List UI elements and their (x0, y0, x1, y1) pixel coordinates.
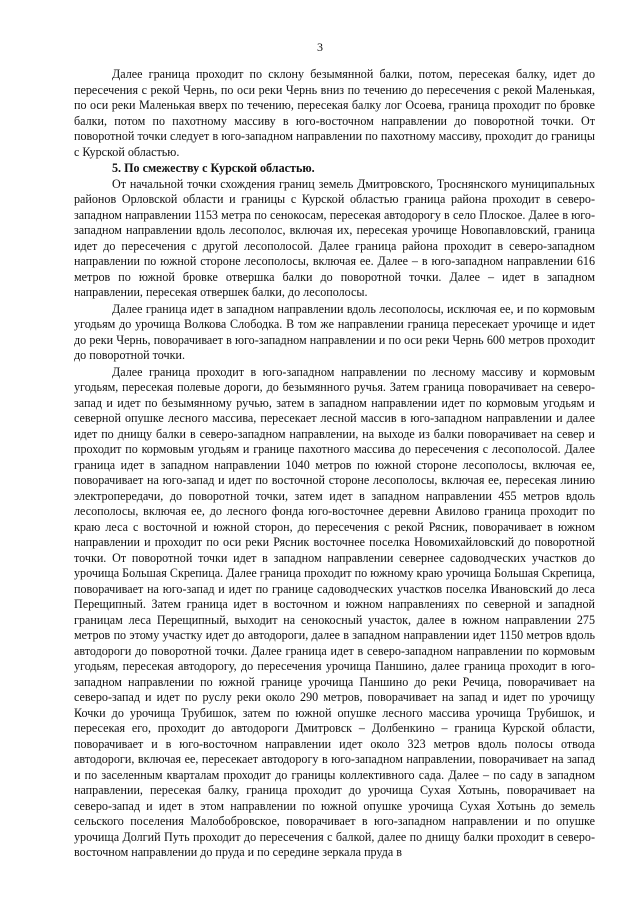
page-number: 3 (317, 40, 323, 54)
paragraph-1: Далее граница проходит по склону безымянной балки, потом, пересекая балку, идет до пересечения с рекой Чернь, по оси реки Чернь вниз по течению до пересечения с рекой Маленькая, по оси реки Маленькая вверх по течению, пересекая балку лог Осоева, граница проходит по бровке балки, потом по пахотному массиву в юго-восточном направлении до поворотной точки. От поворотной точки следует в юго-западном направлении по пахотному массиву, проходит до границы с Курской областью. (74, 67, 595, 159)
document-body (74, 67, 595, 862)
paragraph-3: Далее граница идет в западном направлении вдоль лесополосы, исключая ее, и по кормовым угодьям до урочища Волкова Слободка. В том же направлении граница пересекает урочище и идет до реки Чернь, поворачивает в юго-западном направлении и по оси реки Чернь 600 метров проходит до поворотной точки. (74, 301, 595, 362)
section-heading: 5. По смежеству с Курской областью. (112, 161, 315, 175)
paragraph-2: От начальной точки схождения границ земель Дмитровского, Троснянского муниципальных районов Орловской области и границы с Курской областью граница района проходит в северо-западном направлении 1153 метра по сенокосам, пересекая автодорогу в село Плоское. Далее в юго-западном направлении вдоль лесополос, включая их, пересекая урочище Новопавловский, граница идет до пересечения с другой лесополосой. Далее граница района проходит в северо-западном направлении по южной стороне лесополосы, включая ее. Далее – в юго-западном направлении 616 метров по южной бровке отвершка балки до поворотной точки. Далее – идет в западном направлении, пересекая отвершек балки, до лесополосы. (74, 176, 595, 299)
paragraph-4: Далее граница проходит в юго-западном направлении по лесному массиву и кормовым угодьям, пересекая полевые дороги, до безымянного ручья. Затем граница поворачивает на северо-запад и идет по безымянному ручью, затем в западном направлении идет по кормовым угодьям и северной опушке лесного массива, пересекает лесной массив в юго-западном направлении и далее идет по днищу балки в северо-западном направлении, на выходе из балки поворачивает на север и проходит по кормовым угодьям и границе пахотного массива до пересечения с лесополосой. Далее граница идет в западном направлении 1040 метров по южной стороне лесополосы, включая ее, поворачивает на юго-запад и идет по восточной стороне лесополосы, включая ее, пересекая линию электропередачи, до поворотной точки, затем идет в западном направлении 455 метров вдоль лесополосы, включая ее, до лесного фонда юго-восточнее деревни Авилово граница проходит по краю леса с восточной и южной сторон, до пересечения с рекой Рясник, поворачивает в южном направлении и проходит по оси реки Рясник восточнее поселка Новомихайловский до поворотной точки. От поворотной точки идет в западном направлении севернее садоводческих участков до урочища Большая Скрепица. Далее граница проходит по южному краю урочища Большая Скрепица, поворачивает на юго-запад и идет по границе садоводческих участков поселка Ивановский до леса Перещипный. Затем граница идет в восточном и южном направлениях по северной и западной границам леса Перещипный, выходит на сенокосный участок, далее в южном направлении 275 метров по этому участку идет до автодороги, далее в западном направлении идет 1150 метров вдоль автодороги до поворотной точки. Далее граница идет в северо-западном направлении по кормовым угодьям, пересекая автодорогу, до пересечения урочища Паншино, далее граница проходит в юго-западном направлении по южной границе урочища Паншино до реки Речица, поворачивает на северо-запад и идет по руслу реки около 290 метров, поворачивает на запад и идет по урочищу Кочки до урочища Трубишок, затем по южной опушке лесного массива урочища Трубишок, и пересекая его, проходит до автодороги Дмитровск – Долбенкино – граница Курской области, поворачивает и в юго-восточном направлении идет около 323 метров вдоль полосы отвода автодороги, включая ее, пересекает автодорогу в юго-западном направлении, поворачивает на запад и по заселенным кварталам проходит до границы коллективного сада. Далее – по саду в западном направлении, пересекая балку, граница проходит до урочища Сухая Хотынь, поворачивает на северо-запад и идет в этом направлении по южной опушке урочища Сухая Хотынь до земель сельского поселения Малобобровское, поворачивает в юго-западном направлении и по опушке урочища Долгий Путь проходит до пересечения с балкой, далее по днищу балки проходит в северо-восточном направлении до пруда и по середине зеркала пруда в (74, 364, 595, 859)
